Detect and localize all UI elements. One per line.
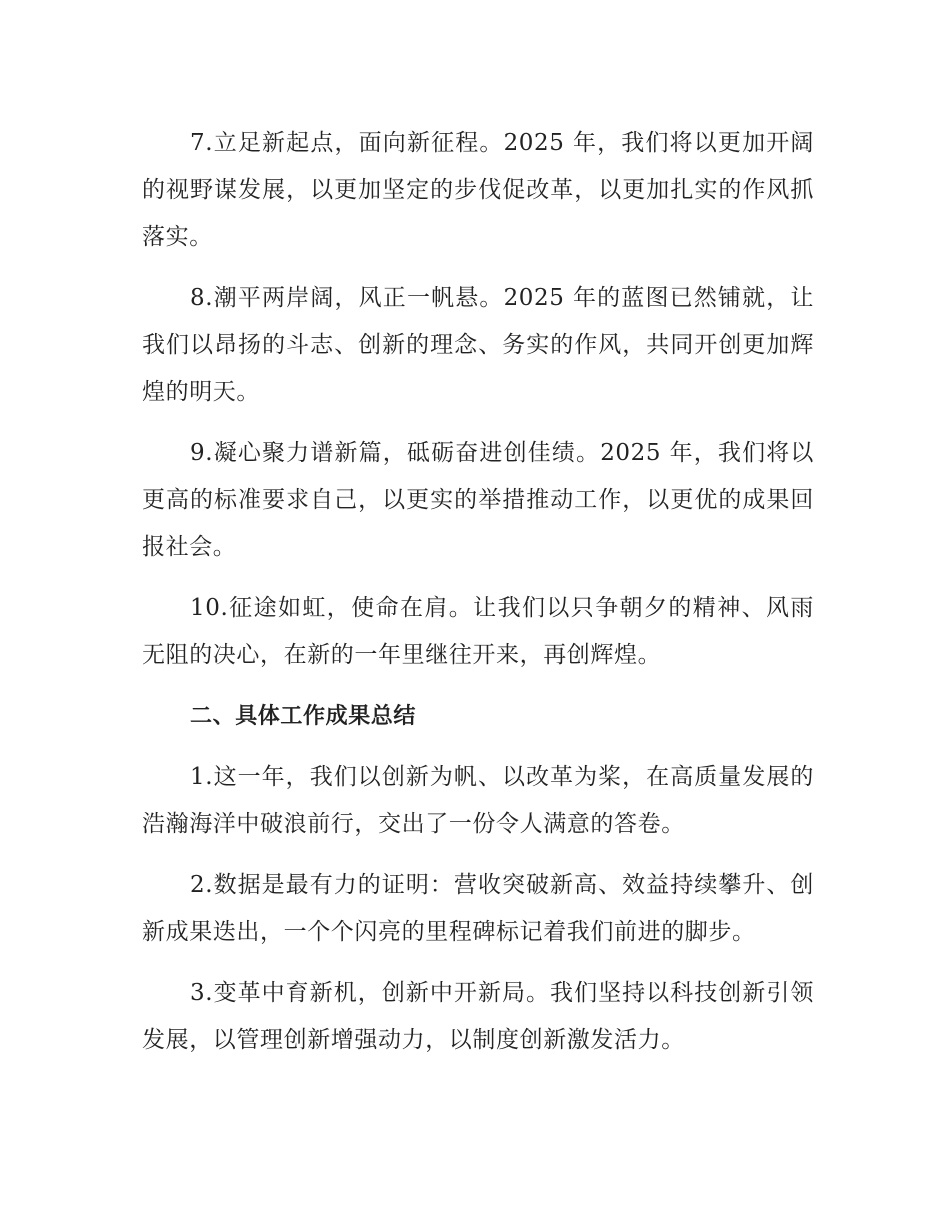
paragraph-8: 8.潮平两岸阔，风正一帆悬。2025 年的蓝图已然铺就，让我们以昂扬的斗志、创新的理念、务实的作风，共同开创更加辉煌的明天。	[142, 285, 814, 405]
section-heading: 二、具体工作成果总结	[190, 704, 417, 729]
paragraph-10: 10.征途如虹，使命在肩。让我们以只争朝夕的精神、风雨无阻的决心，在新的一年里继往开来，再创辉煌。	[142, 595, 814, 668]
paragraph-section2-2: 2.数据是最有力的证明：营收突破新高、效益持续攀升、创新成果迭出，一个个闪亮的里程碑标记着我们前进的脚步。	[142, 872, 814, 945]
paragraph-7: 7.立足新起点，面向新征程。2025 年，我们将以更加开阔的视野谋发展，以更加坚定的步伐促改革，以更加扎实的作风抓落实。	[142, 130, 814, 250]
paragraph-9: 9.凝心聚力谱新篇，砥砺奋进创佳绩。2025 年，我们将以更高的标准要求自己，以更实的举措推动工作，以更优的成果回报社会。	[142, 440, 814, 560]
paragraph-section2-1: 1.这一年，我们以创新为帆、以改革为桨，在高质量发展的浩瀚海洋中破浪前行，交出了一份令人满意的答卷。	[142, 764, 814, 837]
paragraph-section2-3: 3.变革中育新机，创新中开新局。我们坚持以科技创新引领发展，以管理创新增强动力，以制度创新激发活力。	[142, 980, 814, 1053]
document-body	[142, 120, 814, 1078]
